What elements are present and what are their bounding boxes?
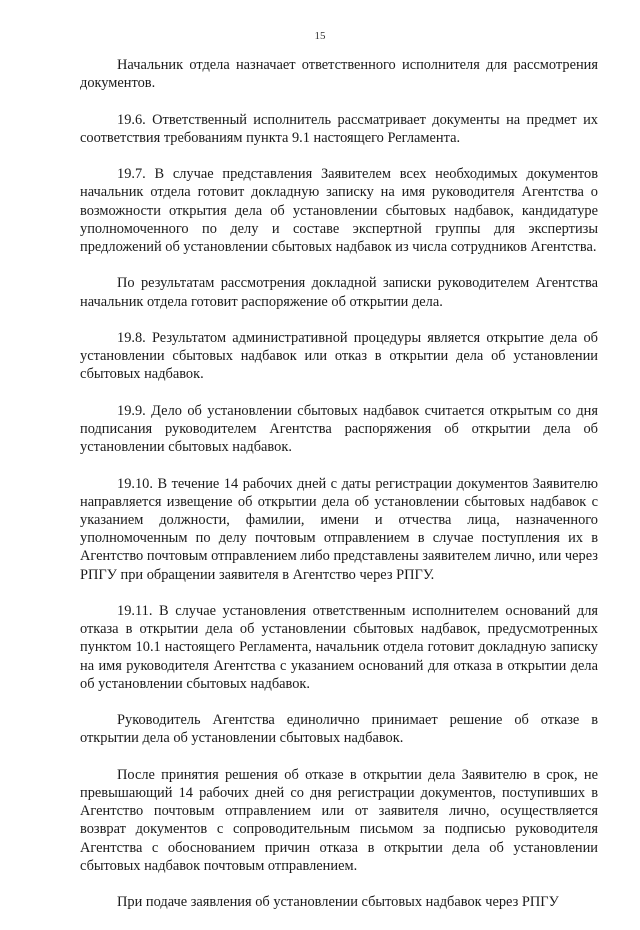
paragraph-refusal-return: После принятия решения об отказе в открытии дела Заявителю в срок, не превышающий 14 рабочих дней со дня регистрации документов, поступивших в Агентство почтовым отправлением или от заявителя лично, осуществляется возврат документов с сопроводительным письмом за подписью руководителя Агентства с обоснованием причин отказа в открытии дела об установлении сбытовых надбавок почтовым отправлением. [80, 766, 598, 874]
paragraph-rpgu-submission: При подаче заявления об установлении сбытовых надбавок через РПГУ [117, 894, 559, 911]
paragraph-19-11: 19.11. В случае установления ответственным исполнителем оснований для отказа в открытии дела об установлении сбытовых надбавок, предусмотренных пунктом 10.1 настоящего Регламента, начальник отдела готовит докладную записку на имя руководителя Агентства с указанием оснований для отказа в открытии дела об установлении сбытовых надбавок. [80, 602, 598, 692]
paragraph-19-10: 19.10. В течение 14 рабочих дней с даты регистрации документов Заявителю направляется извещение об открытии дела об установлении сбытовых надбавок с указанием должности, фамилии, имени и отчества лица, назначенного уполномоченным по делу почтовым отправлением в случае поступления их в Агентство почтовым отправлением либо представлены заявителем лично, или через РПГУ при обращении заявителя в Агентство через РПГУ. [80, 475, 598, 583]
document-body [80, 56, 598, 930]
paragraph-responsible-executor: Начальник отдела назначает ответственного исполнителя для рассмотрения документов. [80, 57, 598, 92]
page-number: 15 [314, 30, 326, 42]
paragraph-19-8: 19.8. Результатом административной процедуры является открытие дела об установлении сбытовых надбавок или отказ в открытии дела об установлении сбытовых надбавок. [80, 329, 598, 383]
paragraph-19-9: 19.9. Дело об установлении сбытовых надбавок считается открытым со дня подписания руководителем Агентства распоряжения об открытии дела об установлении сбытовых надбавок. [80, 402, 598, 456]
paragraph-head-decision: Руководитель Агентства единолично принимает решение об отказе в открытии дела об установлении сбытовых надбавок. [80, 712, 598, 747]
paragraph-19-6: 19.6. Ответственный исполнитель рассматривает документы на предмет их соответствия требованиям пункта 9.1 настоящего Регламента. [80, 111, 598, 146]
paragraph-memo-results: По результатам рассмотрения докладной записки руководителем Агентства начальник отдела готовит распоряжение об открытии дела. [80, 275, 598, 310]
paragraph-19-7: 19.7. В случае представления Заявителем всех необходимых документов начальник отдела готовит докладную записку на имя руководителя Агентства о возможности открытия дела об установлении сбытовых надбавок, кандидатуре уполномоченного по делу и составе экспертной группы для экспертизы предложений об установлении сбытовых надбавок из числа сотрудников Агентства. [80, 166, 598, 255]
